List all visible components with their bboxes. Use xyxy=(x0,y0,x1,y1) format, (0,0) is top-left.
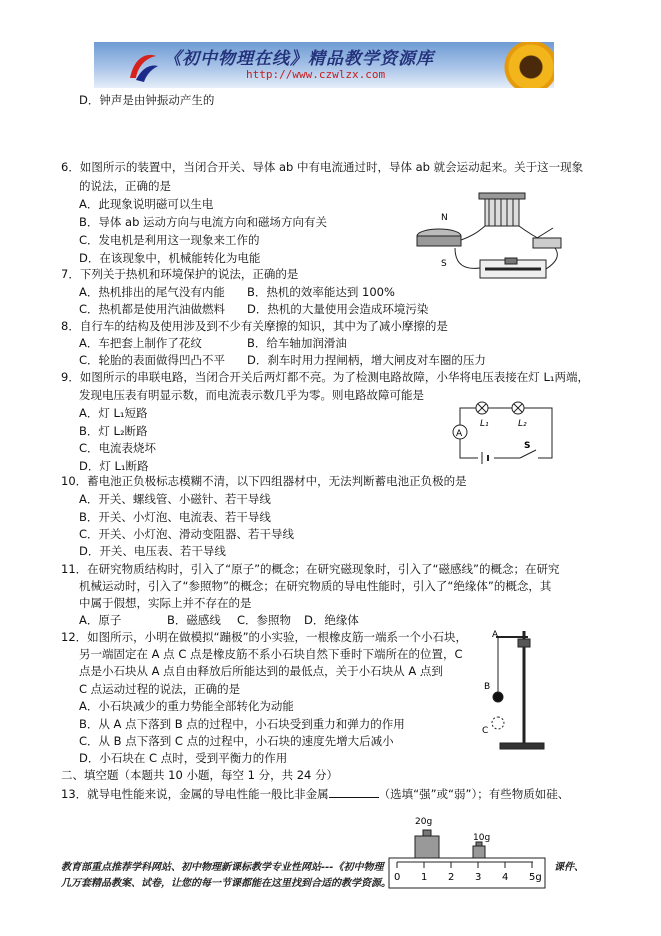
question-13-text-after: （选填“强”或“弱”）；有些物质如硅、 xyxy=(378,787,570,801)
site-logo-icon xyxy=(126,48,160,84)
text-line: A．开关、螺线管、小磁针、若干导线 xyxy=(79,492,271,506)
text-line: A．车把套上制作了花纹 xyxy=(79,336,202,350)
header-url[interactable]: http://www.czwlzx.com xyxy=(246,68,386,81)
balance-scale-figure xyxy=(385,810,550,890)
text-line: D．刹车时用力捏闸柄，增大闸皮对车圈的压力 xyxy=(247,353,486,367)
text-line: B．热机的效率能达到 100% xyxy=(247,285,395,299)
footer-line-1-end: 课件、 xyxy=(554,862,584,873)
text-line: B．从 A 点下落到 B 点的过程中，小石块受到重力和弹力的作用 xyxy=(79,717,405,731)
lamp-l2-label: L₂ xyxy=(518,419,527,429)
scale-tick-label: 5g xyxy=(529,872,542,883)
text-line: A．热机排出的尾气没有内能 xyxy=(79,285,225,299)
text-line: D．热机的大量使用会造成环境污染 xyxy=(247,302,429,316)
question-13-text: 13．就导电性能来说，金属的导电性能一般比非金属 xyxy=(61,787,329,801)
series-circuit-figure xyxy=(450,396,562,466)
scale-tick-label: 4 xyxy=(502,872,509,883)
text-line: A．小石块减少的重力势能全部转化为动能 xyxy=(79,699,294,713)
text-line: D．钟声是由钟振动产生的 xyxy=(79,93,215,107)
scale-tick-label: 1 xyxy=(421,872,428,883)
text-line: 9．如图所示的串联电路，当闭合开关后两灯都不亮。为了检测电路故障，小华将电压表接在灯 L₁两端， xyxy=(61,370,589,384)
text-line: 发现电压表有明显示数，而电流表示数几乎为零。则电路故障可能是 xyxy=(79,388,424,402)
text-line: 6．如图所示的装置中，当闭合开关、导体 ab 中有电流通过时，导体 ab 就会运动起来。关于这一现象 xyxy=(61,160,584,174)
text-line: C．开关、小灯泡、滑动变阻器、若干导线 xyxy=(79,527,295,541)
text-line: C 点运动过程的说法，正确的是 xyxy=(79,682,241,696)
text-line: B．导体 ab 运动方向与电流方向和磁场方向有关 xyxy=(79,215,328,229)
scale-tick-label: 0 xyxy=(394,872,401,883)
text-line: 二、填空题（本题共 10 小题，每空 1 分，共 24 分） xyxy=(61,768,339,782)
bungee-model-figure xyxy=(478,625,548,755)
text-line: 7．下列关于热机和环境保护的说法，正确的是 xyxy=(61,267,299,281)
motor-apparatus-figure xyxy=(405,190,570,290)
text-line: C．参照物 xyxy=(237,613,292,627)
header-title: 《初中物理在线》精品教学资源库 xyxy=(164,49,434,69)
point-b-label: B xyxy=(484,682,491,692)
magnet-s-label: S xyxy=(441,259,447,269)
text-line: D．小石块在 C 点时，受到平衡力的作用 xyxy=(79,751,288,765)
text-line: D．开关、电压表、若干导线 xyxy=(79,544,226,558)
sunflower-icon xyxy=(502,42,554,88)
text-line: 机械运动时，引入了“参照物”的概念；在研究物质的导电性能时，引入了“绝缘体”的概念，其 xyxy=(79,579,552,593)
footer-line-1: 教育部重点推荐学科网站、初中物理新课标教学专业性网站---《初中物理 xyxy=(61,862,384,873)
scale-tick-label: 3 xyxy=(475,872,482,883)
point-a-label: A xyxy=(492,630,499,640)
text-line: 11．在研究物质结构时，引入了“原子”的概念；在研究磁现象时，引入了“磁感线”的概念；在研究 xyxy=(61,562,560,576)
switch-label: S xyxy=(524,441,531,451)
weight-10g-label: 10g xyxy=(473,833,491,843)
magnet-n-label: N xyxy=(441,213,448,223)
question-13 xyxy=(61,786,569,802)
point-c-label: C xyxy=(482,726,489,736)
text-line: 另一端固定在 A 点 C 点是橡皮筋不系小石块自然下垂时下端所在的位置，C xyxy=(79,647,463,661)
text-line: C．从 B 点下落到 C 点的过程中，小石块的速度先增大后减小 xyxy=(79,734,394,748)
text-line: D．在该现象中，机械能转化为电能 xyxy=(79,251,261,265)
text-line: 10．蓄电池正负极标志模糊不清，以下四组器材中，无法判断蓄电池正负极的是 xyxy=(61,474,467,488)
text-line: C．电流表烧坏 xyxy=(79,441,157,455)
text-line: C．热机都是使用汽油做燃料 xyxy=(79,302,226,316)
text-line: C．发电机是利用这一现象来工作的 xyxy=(79,233,260,247)
text-line: B．给车轴加润滑油 xyxy=(247,336,347,350)
scale-tick-label: 2 xyxy=(448,872,455,883)
text-line: 的说法，正确的是 xyxy=(79,179,171,193)
lamp-l1-label: L₁ xyxy=(480,419,489,429)
text-line: A．原子 xyxy=(79,613,122,627)
text-line: B．磁感线 xyxy=(167,613,221,627)
text-line: C．轮胎的表面做得凹凸不平 xyxy=(79,353,226,367)
footer-line-2: 几万套精品教案、试卷，让您的每一节课都能在这里找到合适的教学资源。 xyxy=(61,878,391,889)
text-line: 中属于假想，实际上并不存在的是 xyxy=(79,596,252,610)
header-banner xyxy=(94,42,554,88)
text-line: A．灯 L₁短路 xyxy=(79,406,148,420)
text-line: B．灯 L₂断路 xyxy=(79,424,148,438)
text-line: A．此现象说明磁可以生电 xyxy=(79,197,214,211)
text-line: 8．自行车的结构及使用涉及到不少有关摩擦的知识，其中为了减小摩擦的是 xyxy=(61,319,448,333)
answer-blank[interactable] xyxy=(329,786,379,798)
ammeter-label: A xyxy=(456,429,463,439)
text-line: B．开关、小灯泡、电流表、若干导线 xyxy=(79,510,271,524)
text-line: 12．如图所示，小明在做模拟“蹦极”的小实验，一根橡皮筋一端系一个小石块， xyxy=(61,630,468,644)
text-line: D．绝缘体 xyxy=(304,613,359,627)
weight-20g-label: 20g xyxy=(415,817,433,827)
text-line: D．灯 L₁断路 xyxy=(79,459,149,473)
text-line: 点是小石块从 A 点自由释放后所能达到的最低点，关于小石块从 A 点到 xyxy=(79,664,443,678)
